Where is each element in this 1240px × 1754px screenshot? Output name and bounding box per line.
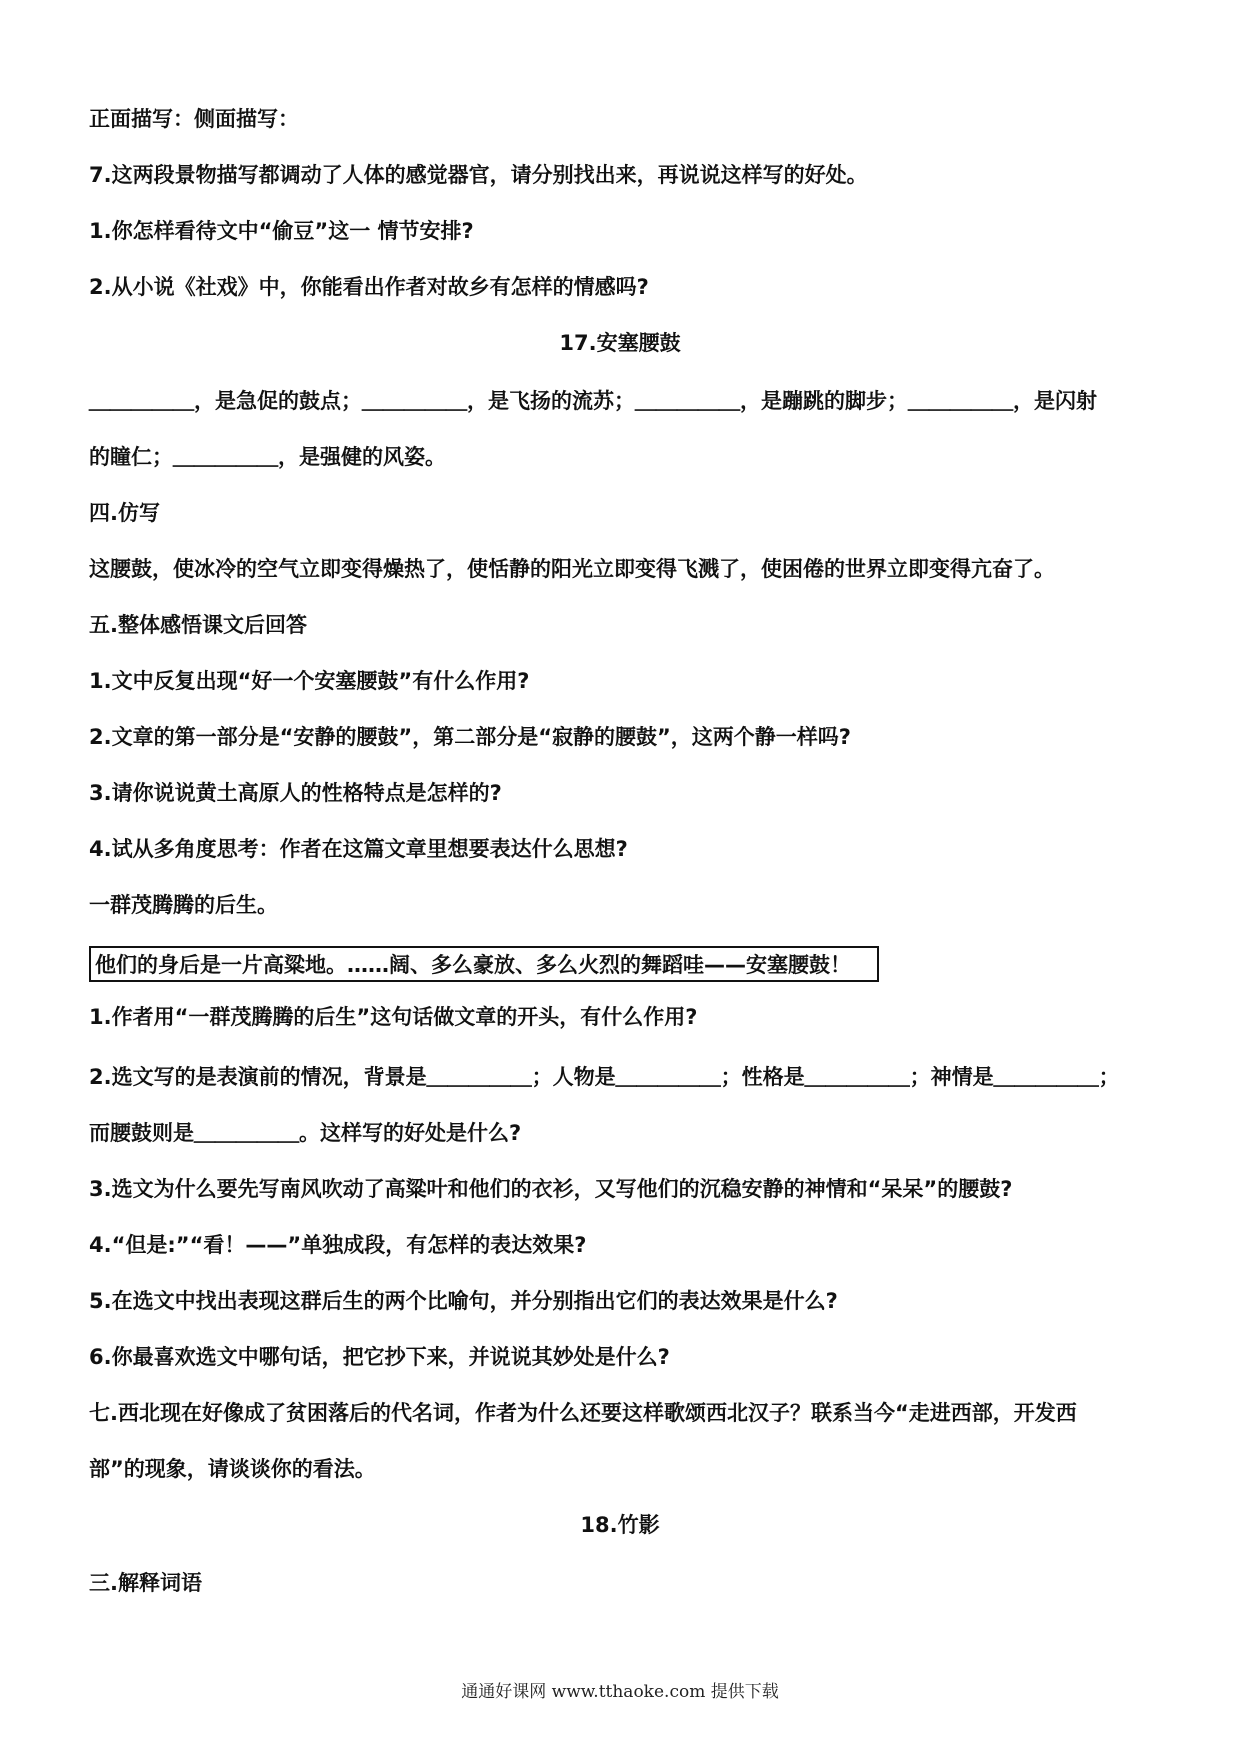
fill-in-line: 2.选文写的是表演前的情况，背景是＿＿＿＿＿；人物是＿＿＿＿＿；性格是＿＿＿＿＿；神情是＿＿＿＿＿； — [89, 1065, 1120, 1089]
question-line: 6.你最喜欢选文中哪句话，把它抄下来，并说说其妙处是什么? — [89, 1345, 670, 1369]
question-line: 4.试从多角度思考：作者在这篇文章里想要表达什么思想? — [89, 837, 628, 861]
section-heading: 五.整体感悟课文后回答 — [89, 613, 307, 637]
question-line: 1.作者用“一群茂腾腾的后生”这句话做文章的开头，有什么作用? — [89, 1005, 698, 1029]
text-line: 一群茂腾腾的后生。 — [89, 893, 278, 917]
section-heading: 三.解释词语 — [89, 1571, 202, 1595]
fill-in-line: 而腰鼓则是＿＿＿＿＿。这样写的好处是什么? — [89, 1121, 522, 1145]
footer-source: 通通好课网 www.tthaoke.com 提供下载 — [461, 1682, 779, 1702]
fill-in-line: ＿＿＿＿＿，是急促的鼓点；＿＿＿＿＿，是飞扬的流苏；＿＿＿＿＿，是蹦跳的脚步；＿＿＿＿＿，是闪射 — [89, 389, 1097, 413]
question-line: 7.这两段景物描写都调动了人体的感觉器官，请分别找出来，再说说这样写的好处。 — [89, 163, 868, 187]
question-line: 3.请你说说黄土高原人的性格特点是怎样的? — [89, 781, 502, 805]
section-title: 18.竹影 — [580, 1513, 660, 1537]
text-line: 这腰鼓，使冰冷的空气立即变得燥热了，使恬静的阳光立即变得飞溅了，使困倦的世界立即变得亢奋了。 — [89, 557, 1055, 581]
question-line: 2.从小说《社戏》中，你能看出作者对故乡有怎样的情感吗? — [89, 275, 649, 299]
question-line: 1.你怎样看待文中“偷豆”这一 情节安排? — [89, 219, 474, 243]
question-line: 2.文章的第一部分是“安静的腰鼓”，第二部分是“寂静的腰鼓”，这两个静一样吗? — [89, 725, 851, 749]
text-line: 正面描写：侧面描写： — [89, 107, 299, 131]
boxed-excerpt: 他们的身后是一片高粱地。……阔、多么豪放、多么火烈的舞蹈哇——安塞腰鼓！ — [89, 946, 879, 982]
question-line: 5.在选文中找出表现这群后生的两个比喻句，并分别指出它们的表达效果是什么? — [89, 1289, 838, 1313]
question-line: 4.“但是:”“看！——”单独成段，有怎样的表达效果? — [89, 1233, 587, 1257]
question-line: 1.文中反复出现“好一个安塞腰鼓”有什么作用? — [89, 669, 530, 693]
fill-in-line: 的瞳仁；＿＿＿＿＿，是强健的风姿。 — [89, 445, 446, 469]
question-line: 七.西北现在好像成了贫困落后的代名词，作者为什么还要这样歌颂西北汉子？联系当今“走进西部，开发西 — [89, 1401, 1077, 1425]
section-title: 17.安塞腰鼓 — [559, 331, 681, 355]
question-line: 部”的现象，请谈谈你的看法。 — [89, 1457, 376, 1481]
question-line: 3.选文为什么要先写南风吹动了高粱叶和他们的衣衫，又写他们的沉稳安静的神情和“呆呆”的腰鼓? — [89, 1177, 1013, 1201]
section-heading: 四.仿写 — [89, 501, 160, 525]
